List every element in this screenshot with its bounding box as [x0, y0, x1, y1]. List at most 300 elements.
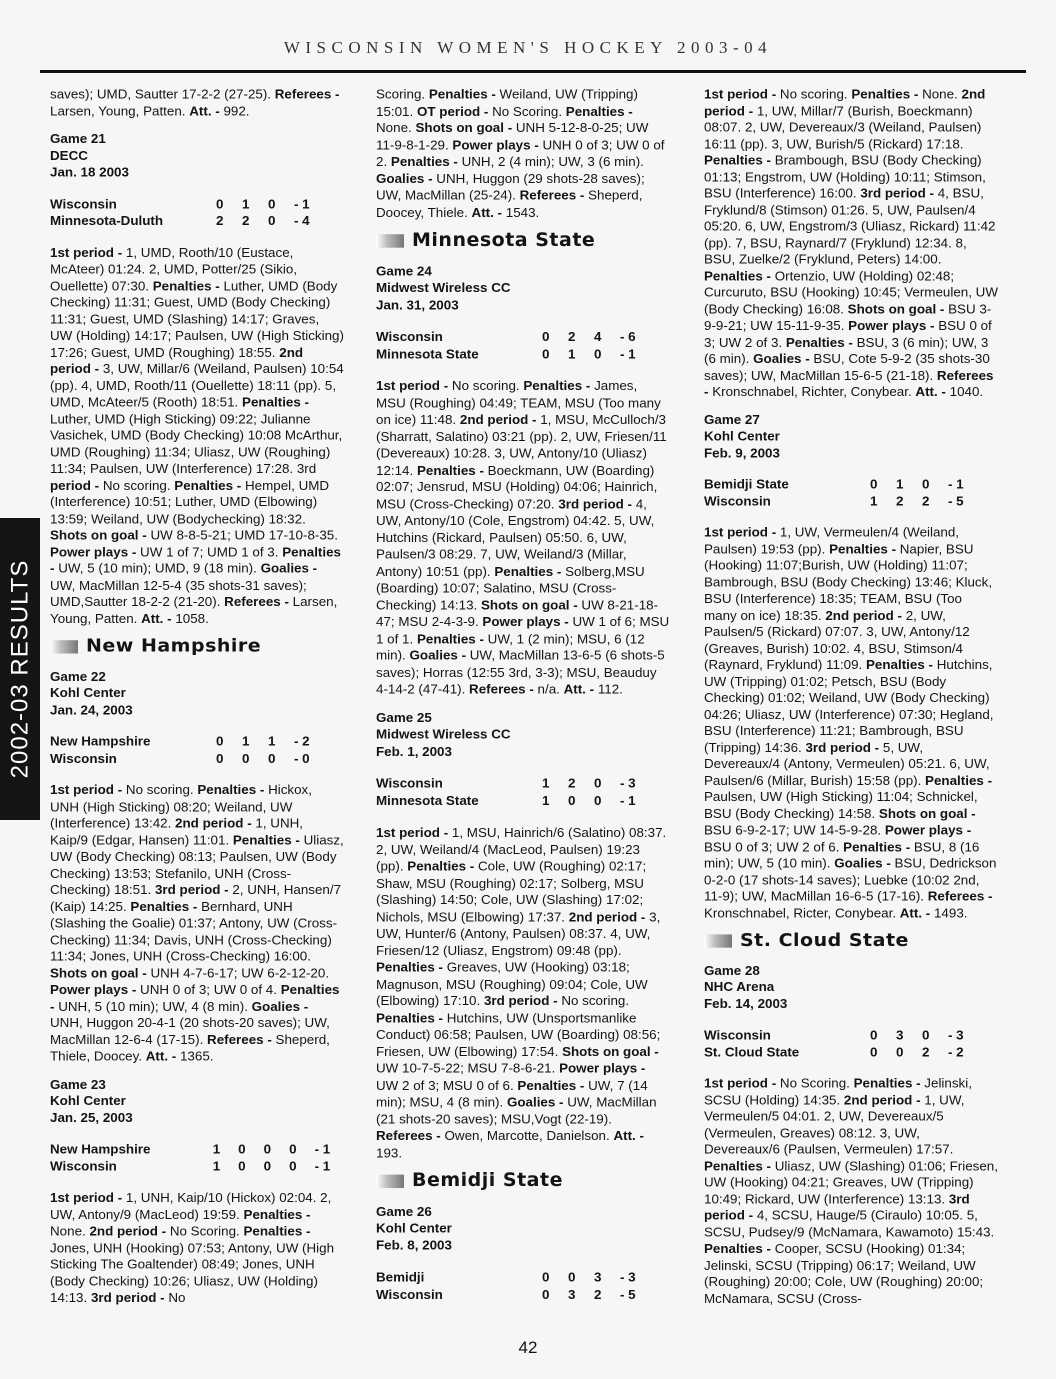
summary-text: UW 1 of 6; MSU 1 of 1.	[376, 614, 670, 646]
team-name: Wisconsin	[704, 493, 771, 508]
page-header: WISCONSIN WOMEN'S HOCKEY 2003-04	[283, 38, 773, 57]
score-row	[376, 1269, 670, 1286]
score-table	[704, 1027, 998, 1060]
summary-text: Kronschnabel, Ricter, Conybear.	[704, 905, 900, 920]
period-goals: 1	[212, 1158, 221, 1174]
summary-label: Referees -	[224, 594, 293, 609]
summary-label: Att. -	[899, 905, 934, 920]
period-goals: 3	[896, 1027, 904, 1043]
game-info	[376, 709, 670, 760]
team-name: Minnesota-Duluth	[50, 213, 164, 228]
summary-text: BSU, 3 (6 min); UW, 3 (6 min).	[704, 334, 989, 366]
game-venue: Kohl Center	[704, 428, 780, 444]
summary-label: Att. -	[613, 1128, 644, 1143]
score-row	[376, 329, 670, 346]
summary-text: No scoring.	[451, 378, 524, 394]
summary-text: Uliasz, UW (Body Checking) 08:13; Paulsen, UW (Body Checking) 13:53; Stefanilo, UNH (Cross-Checking) 18:51.	[50, 832, 344, 897]
summary-text: Luther, UMD (High Sticking) 09:22; Julianne Vasichek, UMD (Body Checking) 10:08 McArthur, UMD (Roughing) 11:34; Uliasz, UW (Roughing) 11:34; Paulsen, UW (Interference) 17:28. 3rd	[50, 411, 343, 476]
summary-text: Hempel, UMD (Interference) 10:51; Luther, UMD (Elbowing) 13:59; Weiland, UW (Bodychecking) 18:32.	[50, 478, 330, 526]
summary-label: Goalies -	[376, 171, 437, 186]
summary-label: Goalies -	[251, 999, 309, 1014]
summary-text: UNH, 5 (10 min); UW, 4 (8 min).	[58, 999, 252, 1014]
summary-label: 3rd period -	[483, 993, 562, 1009]
summary-text: Hutchins, UW (Tripping) 01:02; Petsch, BSU (Body Checking) 01:02; Weiland, UW (Body Checking) 04:26; Uliasz, UW (Interference) 07:30; Hegland, BSU (Interference) 11:21; Bambrough, BSU (Tripping) 14:36.	[704, 657, 994, 755]
final-score: - 4	[294, 213, 310, 228]
period-goals: 1	[870, 493, 878, 508]
summary-text: No scoring.	[561, 993, 630, 1009]
summary-text: BSU, Dedrickson 0-2-0 (17 shots-14 saves); Luebke (10:02 2nd, 11-9); UW, MacMillan 16-6-5 (17-16).	[704, 856, 997, 904]
summary-text: 5, UW, Devereaux/4 (Antony, Vermeulen) 05:21. 6, UW, Paulsen/6 (Millar, Burish) 15:58 (pp).	[704, 740, 990, 788]
period-goals: 1	[896, 477, 904, 492]
period-goals: 1	[242, 734, 250, 749]
period-goals: 4	[594, 329, 602, 344]
score-table	[376, 329, 670, 363]
period-goals: 2	[896, 493, 904, 508]
game-date: Jan. 24, 2003	[50, 702, 133, 717]
summary-text: 1, UNH, Kaip/9 (Edgar, Hansen) 11:01.	[50, 816, 304, 847]
period-goals: 0	[896, 1044, 904, 1059]
header-rule	[40, 70, 1026, 73]
game-summary	[50, 1190, 344, 1306]
summary-text: UW 1 of 7; UMD 1 of 3.	[140, 544, 283, 559]
period-goals: 0	[289, 1158, 297, 1174]
game-venue: DECC	[50, 148, 88, 163]
summary-label: Penalties -	[174, 478, 245, 493]
summary-label: 3rd period -	[860, 186, 938, 201]
period-goals: 1	[268, 734, 276, 749]
summary-label: 3rd period -	[90, 1290, 169, 1305]
final-score: - 6	[620, 329, 636, 344]
period-goals: 0	[216, 196, 224, 212]
summary-text: Sheperd, Doocey, Thiele.	[376, 188, 643, 220]
game-summary	[704, 86, 998, 400]
score-row	[376, 1286, 670, 1303]
period-goals: 2	[922, 493, 930, 508]
summary-label: Referees -	[207, 1032, 276, 1047]
period-goals: 0	[242, 750, 250, 766]
final-score: - 1	[314, 1142, 331, 1157]
period-goals: 0	[263, 1142, 272, 1157]
summary-label: Penalties -	[416, 462, 488, 478]
final-score: - 0	[294, 750, 310, 766]
period-goals: 0	[594, 792, 602, 808]
summary-text: No	[168, 1290, 186, 1305]
period-goals: 3	[594, 1269, 602, 1285]
summary-label: Penalties -	[704, 268, 775, 283]
summary-text: None.	[376, 120, 416, 136]
summary-label: Penalties -	[416, 631, 488, 646]
summary-label: 2nd period -	[843, 1092, 925, 1107]
period-goals: 0	[542, 1286, 550, 1302]
summary-text: UW 2 of 3; MSU 0 of 6.	[376, 1077, 518, 1093]
game-date: Jan. 25, 2003	[50, 1110, 133, 1125]
heading-bar-icon	[376, 234, 404, 247]
summary-label: 2nd period -	[89, 1223, 170, 1239]
period-goals: 0	[238, 1142, 246, 1157]
summary-label: Referees -	[519, 188, 589, 203]
summary-label: Penalties -	[242, 394, 309, 410]
final-score: - 3	[620, 1269, 636, 1285]
final-score: - 2	[294, 734, 310, 749]
summary-text: 4, BSU, Fryklund/8 (Stimson) 01:26. 5, UW, Paulsen/4 05:20. 6, UW, Engstrom/3 (Uliasz, Rickard) 11:42 (pp). 7, BSU, Raynard/7 (Fryklund) 12:34. 8, BSU, Zuelke/2 (Fryklund, Peters) 14:00.	[704, 186, 996, 267]
opponent-name: St. Cloud State	[740, 929, 909, 951]
summary-label: Penalties -	[704, 1241, 775, 1256]
game-number: Game 22	[50, 669, 106, 684]
game-info	[50, 668, 344, 718]
team-name: Wisconsin	[376, 776, 443, 791]
summary-label: 1st period -	[704, 86, 780, 102]
summary-text: UW, 1 (2 min); MSU, 6 (12 min).	[376, 631, 645, 663]
column-1	[50, 86, 344, 1318]
summary-label: Goalies -	[753, 351, 814, 366]
score-row	[50, 196, 344, 213]
summary-label: 2nd period -	[459, 412, 541, 427]
period-goals: 1	[542, 776, 550, 791]
summary-text: 1543.	[505, 204, 540, 220]
score-row	[50, 750, 344, 767]
game-venue: Kohl Center	[376, 1220, 452, 1236]
period-goals: 0	[870, 1044, 878, 1059]
summary-text: 1, MSU, McCulloch/3 (Sharratt, Salatino) 03:21 (pp). 2, UW, Friesen/11 (Devereaux) 10:28. 3, UW, Antony/10 (Uliasz) 12:14.	[376, 412, 667, 478]
summary-label: Shots on goal -	[50, 528, 151, 543]
summary-text: Sheperd, Thiele, Doocey.	[50, 1032, 330, 1064]
summary-text: Brambough, BSU (Body Checking) 01:13; Engstrom, UW (Holding) 10:11; Stimson, BSU (Interference) 16:00.	[704, 153, 986, 201]
period-goals: 0	[542, 1269, 550, 1285]
summary-text: BSU 0 of 3; UW 2 of 6.	[704, 839, 844, 854]
summary-label: Penalties -	[843, 839, 914, 854]
summary-text: UW, MacMillan 12-5-4 (35 shots-31 saves); UMD,Sautter 18-2-2 (21-20).	[50, 577, 307, 609]
summary-label: Shots on goal -	[480, 597, 582, 613]
summary-text: Cole, UW (Roughing) 02:17; Shaw, MSU (Roughing) 02:17; Solberg, MSU (Slashing) 14:50; Cole, UW (Slashing) 17:02; Nichols, MSU (Elbowing) 17:37.	[376, 858, 647, 924]
score-row	[376, 792, 670, 809]
summary-text: Luther, UMD (Body Checking) 11:31; Guest, UMD (Body Checking) 11:31; Guest, UMD (Slashing) 14:17; Graves, UW (Holding) 14:17; Paulsen, UW (High Sticking) 17:26; Guest, UMD (Roughing) 18:55.	[50, 278, 344, 360]
final-score: - 2	[948, 1044, 964, 1059]
summary-text: saves); UMD, Sautter 17-2-2 (27-25).	[50, 86, 275, 102]
summary-label: Referees -	[469, 681, 538, 697]
summary-text: UW, 5 (10 min); UMD, 9 (18 min).	[58, 561, 261, 576]
summary-label: Penalties -	[785, 334, 857, 350]
summary-text: No Scoring.	[492, 103, 566, 119]
summary-text: UW 8-8-5-21; UMD 17-10-8-35.	[150, 528, 338, 543]
summary-text: Ortenzio, UW (Holding) 02:48; Curcuruto, BSU (Hooking) 10:45; Vermeulen, UW (Body Checking) 16:08.	[704, 268, 998, 317]
summary-text: None.	[50, 1223, 90, 1239]
period-goals: 0	[542, 346, 550, 361]
summary-label: 1st period -	[376, 825, 452, 840]
summary-label: Referees -	[704, 368, 994, 399]
period-goals: 1	[212, 1142, 221, 1157]
game-venue: Kohl Center	[50, 685, 126, 701]
game-number: Game 23	[50, 1077, 106, 1092]
summary-text: 3, UW, Hunter/6 (Antony, Paulsen) 08:37. 4, UW, Friesen/12 (Uliasz, Engstrom) 09:48 (pp).	[376, 909, 661, 958]
summary-text: 1365.	[179, 1048, 214, 1064]
period-goals: 0	[268, 196, 276, 212]
summary-label: 3rd period -	[154, 882, 233, 897]
period-goals: 0	[922, 1027, 930, 1043]
summary-label: Referees -	[274, 86, 340, 102]
opponent-name: New Hampshire	[86, 635, 262, 657]
summary-text: UW, MacMillan 13-6-5 (6 shots-5 saves); Horras (12:55 3rd, 3-3); MSU, Beauduy 4-14-2 (47-41).	[376, 648, 665, 697]
side-tab	[0, 518, 40, 820]
summary-text: BSU 6-9-2-17; UW 14-5-9-28.	[704, 822, 885, 838]
summary-text: BSU 0 of 3; UW 2 of 3.	[704, 318, 992, 350]
summary-label: Goalies -	[409, 648, 470, 663]
score-table	[50, 196, 344, 229]
opponent-name: Minnesota State	[412, 229, 596, 251]
summary-label: Penalties -	[243, 1207, 311, 1222]
period-goals: 0	[542, 329, 550, 344]
summary-label: Penalties -	[866, 657, 937, 672]
summary-text: 2, UNH, Hansen/7 (Kaip) 14:25.	[50, 882, 342, 914]
game-number: Game 27	[704, 412, 760, 427]
team-name: Bemidji State	[704, 477, 789, 492]
summary-text: Bernhard, UNH (Slashing the Goalie) 01:37; Antony, UW (Cross-Checking) 11:34; Davis, UNH (Cross-Checking) 11:34; Jones, UNH (Cross-Checking) 16:00.	[50, 899, 338, 964]
summary-text: UNH 5-12-8-0-25; UW 11-9-8-1-29.	[376, 120, 649, 152]
summary-text: UNH 0 of 3; UW 0 of 4.	[140, 982, 281, 997]
score-row	[704, 476, 998, 493]
summary-text: 2, UW, Paulsen/5 (Rickard) 07:07. 3, UW, Antony/12 (Greaves, Burish) 10:02. 4, BSU, Stimson/4 (Raynard, Fryklund) 11:09.	[704, 607, 970, 672]
game-number: Game 28	[704, 963, 760, 978]
summary-label: Penalties -	[130, 899, 202, 914]
team-name: Wisconsin	[376, 329, 443, 344]
opponent-heading	[50, 635, 344, 657]
opponent-heading	[704, 929, 998, 951]
summary-label: Goalies -	[506, 1094, 568, 1110]
summary-label: Power plays -	[482, 614, 573, 629]
game-date: Feb. 1, 2003	[376, 743, 452, 759]
opponent-heading	[376, 1169, 670, 1191]
summary-label: Penalties -	[851, 86, 923, 102]
summary-text: Larsen, Young, Patten.	[50, 594, 338, 626]
summary-label: Goalies -	[260, 561, 318, 576]
game-summary	[704, 1075, 998, 1306]
game-number: Game 24	[376, 263, 432, 279]
period-goals: 0	[263, 1158, 272, 1174]
summary-text: 1, UW, Vermeulen/4 (Weiland, Paulsen) 19:53 (pp).	[704, 525, 960, 557]
column-3	[704, 86, 998, 1318]
summary-label: Power plays -	[884, 822, 972, 838]
heading-bar-icon	[50, 640, 78, 653]
team-name: Bemidji	[376, 1269, 425, 1285]
column-2	[376, 86, 670, 1318]
summary-text: UW, MacMillan (21 shots-20 saves); MSU,Vogt (22-19).	[376, 1094, 657, 1126]
opponent-name: Bemidji State	[412, 1169, 563, 1191]
period-goals: 2	[568, 776, 576, 791]
score-row	[376, 775, 670, 792]
summary-text: Paulsen, UW (High Sticking) 11:04; Schnickel, BSU (Body Checking) 14:58.	[704, 789, 978, 821]
period-goals: 2	[922, 1044, 930, 1059]
summary-text: UW, 7 (14 min); MSU, 4 (8 min).	[376, 1077, 648, 1110]
team-name: Wisconsin	[376, 1286, 443, 1302]
period-goals: 0	[922, 477, 930, 492]
period-goals: 3	[568, 1286, 576, 1302]
score-row	[704, 493, 998, 510]
summary-text: James, MSU (Roughing) 04:49; TEAM, MSU (Too many on ice) 11:48.	[376, 378, 661, 427]
summary-label: Att. -	[145, 1048, 180, 1064]
summary-label: Penalties -	[376, 1010, 447, 1025]
summary-text: UNH, Huggon 20-4-1 (20 shots-20 saves); UW, MacMillan 12-6-4 (17-15).	[50, 1015, 330, 1047]
period-goals: 0	[268, 213, 276, 228]
summary-label: Shots on goal -	[878, 806, 976, 821]
team-name: New Hampshire	[50, 734, 151, 749]
summary-label: Penalties -	[197, 782, 269, 798]
team-name: Wisconsin	[704, 1027, 771, 1043]
summary-label: Penalties -	[704, 153, 775, 168]
summary-label: 2nd period -	[568, 909, 650, 924]
summary-text: Uliasz, UW (Slashing) 01:06; Friesen, UW (Hooking) 04:21; Greaves, UW (Tripping) 10:49; Rickard, UW (Interference) 13:13.	[704, 1158, 998, 1207]
summary-label: Penalties -	[50, 982, 340, 1014]
summary-label: Att. -	[471, 204, 506, 220]
summary-label: Penalties -	[232, 832, 304, 847]
final-score: - 3	[948, 1027, 964, 1043]
summary-label: Att. -	[915, 384, 950, 399]
game-summary	[376, 86, 670, 221]
opponent-heading	[376, 229, 670, 251]
summary-label: Penalties -	[494, 563, 566, 579]
summary-text: UW 8-21-18-47; MSU 2-4-3-9.	[376, 597, 659, 629]
summary-text: None.	[922, 86, 962, 102]
game-venue: Midwest Wireless CC	[376, 280, 511, 295]
summary-text: 1, UW, Millar/7 (Burish, Boeckmann) 08:07. 2, UW, Devereaux/3 (Weiland, Paulsen) 16:11 (pp). 3, UW, Burish/5 (Rickard) 17:18.	[704, 103, 982, 151]
summary-text: Kronschnabel, Richter, Conybear.	[712, 384, 916, 399]
period-goals: 1	[242, 196, 250, 212]
summary-label: Penalties -	[243, 1223, 311, 1239]
summary-text: Larsen, Young, Patten.	[50, 103, 190, 118]
summary-label: Penalties -	[853, 1076, 925, 1091]
summary-text: UW 10-7-5-22; MSU 7-8-6-21.	[376, 1061, 560, 1076]
game-venue: Kohl Center	[50, 1093, 126, 1108]
summary-label: 1st period -	[704, 1076, 780, 1091]
game-date: Feb. 8, 2003	[376, 1237, 452, 1253]
game-venue: Midwest Wireless CC	[376, 727, 511, 742]
summary-label: Power plays -	[452, 137, 543, 152]
team-name: St. Cloud State	[704, 1044, 800, 1059]
game-date: Feb. 14, 2003	[704, 996, 788, 1011]
score-row	[704, 1044, 998, 1061]
summary-text: No scoring.	[125, 782, 198, 798]
team-name: Wisconsin	[50, 196, 117, 212]
game-number: Game 25	[376, 710, 432, 725]
summary-text: n/a.	[537, 681, 564, 697]
summary-text: 1, UMD, Rooth/10 (Eustace, McAteer) 01:24. 2, UMD, Potter/25 (Sikio, Ouellette) 07:30.	[50, 245, 298, 293]
score-row	[50, 1141, 344, 1158]
summary-text: BSU, 8 (16 min); UW, 5 (10 min).	[704, 839, 980, 871]
summary-label: 3rd period -	[704, 1191, 970, 1223]
summary-text: Boeckmann, UW (Boarding) 02:07; Jensrud, MSU (Holding) 04:06; Hainrich, MSU (Cross-Checking) 07:20.	[376, 462, 658, 511]
period-goals: 0	[216, 750, 224, 766]
summary-label: Power plays -	[50, 982, 141, 997]
score-row	[704, 1027, 998, 1044]
summary-label: Shots on goal -	[50, 965, 151, 981]
summary-label: 1st period -	[50, 1190, 126, 1205]
score-row	[376, 345, 670, 362]
summary-text: UNH, 2 (4 min); UW, 3 (6 min).	[461, 154, 644, 169]
summary-label: 1st period -	[50, 782, 126, 798]
game-summary	[50, 86, 344, 119]
summary-text: Hickox, UNH (High Sticking) 08:20; Weiland, UW (Interference) 13:42.	[50, 782, 312, 831]
game-date: Feb. 9, 2003	[704, 445, 780, 460]
final-score: - 1	[314, 1158, 331, 1174]
team-name: New Hampshire	[50, 1142, 151, 1157]
side-tab-label: 2002-03 RESULTS	[6, 559, 34, 779]
summary-text: No scoring.	[102, 478, 175, 493]
summary-text: 1, UW, Vermeulen/5 04:01. 2, UW, Devereaux/5 (Vermeulen, Greaves) 08:12. 3, UW, Devereaux/6 (Paulsen, Vermeulen) 17:57.	[704, 1092, 965, 1157]
score-table	[376, 775, 670, 809]
game-summary	[50, 244, 344, 627]
score-row	[50, 1158, 344, 1175]
game-info	[376, 263, 670, 314]
summary-text: 112.	[597, 681, 623, 697]
game-number: Game 21	[50, 131, 106, 146]
summary-label: 1st period -	[50, 245, 126, 260]
summary-label: Penalties -	[152, 278, 224, 293]
game-info	[50, 1076, 344, 1126]
team-name: Wisconsin	[50, 750, 117, 766]
summary-label: OT period -	[416, 103, 493, 119]
summary-label: Shots on goal -	[562, 1044, 659, 1059]
period-goals: 0	[870, 477, 878, 492]
game-info	[376, 1203, 670, 1254]
summary-label: 3rd period -	[805, 740, 883, 755]
summary-text: BSU 3-9-9-21; UW 15-11-9-35.	[704, 301, 992, 333]
game-summary	[376, 378, 670, 698]
score-table	[50, 1141, 344, 1174]
game-venue: NHC Arena	[704, 979, 775, 994]
summary-text: 1040.	[949, 384, 984, 399]
summary-text: 1, MSU, Hainrich/6 (Salatino) 08:37. 2, UW, Weiland/4 (MacLeod, Paulsen) 19:23 (pp).	[376, 825, 667, 874]
summary-text: BSU, Cote 5-9-2 (35 shots-30 saves); UW, MacMillan 15-6-5 (21-18).	[704, 351, 990, 383]
score-table	[376, 1269, 670, 1303]
game-info	[704, 411, 998, 461]
summary-text: 1493.	[933, 905, 968, 920]
final-score: - 5	[620, 1286, 636, 1302]
summary-label: 1st period -	[704, 525, 780, 540]
summary-label: Penalties -	[704, 1158, 775, 1173]
summary-label: 2nd period -	[704, 86, 986, 118]
summary-label: Penalties -	[376, 959, 447, 975]
period-goals: 0	[216, 734, 224, 749]
summary-label: Att. -	[563, 681, 598, 697]
summary-label: Goalies -	[834, 856, 895, 871]
summary-text: 1, UNH, Kaip/10 (Hickox) 02:04. 2, UW, Antony/9 (MacLeod) 19:59.	[50, 1190, 332, 1222]
game-summary	[50, 782, 344, 1065]
summary-label: 1st period -	[376, 378, 452, 394]
summary-label: Shots on goal -	[847, 301, 949, 317]
game-date: Jan. 31, 2003	[376, 297, 459, 312]
score-row	[50, 212, 344, 229]
summary-text: No Scoring.	[779, 1076, 854, 1091]
game-info	[50, 131, 344, 181]
team-name: Minnesota State	[376, 346, 479, 361]
summary-text: Greaves, UW (Hooking) 03:18; Magnuson, MSU (Roughing) 09:04; Cole, UW (Elbowing) 17:10.	[376, 959, 648, 1009]
team-name: Minnesota State	[376, 792, 479, 808]
summary-label: Power plays -	[848, 318, 939, 333]
final-score: - 5	[948, 493, 964, 508]
page-number: 42	[518, 1338, 538, 1357]
period-goals: 0	[594, 346, 602, 361]
summary-label: Penalties -	[925, 773, 993, 788]
period-goals: 1	[542, 792, 550, 808]
final-score: - 1	[948, 477, 964, 492]
summary-label: Referees -	[376, 1128, 445, 1143]
score-table	[704, 476, 998, 509]
summary-text: 1058.	[175, 611, 209, 626]
summary-text: No scoring.	[779, 86, 852, 102]
summary-text: 992.	[223, 103, 250, 118]
summary-label: Penalties -	[407, 858, 478, 874]
summary-text: 4, UW, Antony/10 (Cole, Engstrom) 04:42. 5, UW, Hutchins (Rickard, Paulsen) 05:50. 6, UW, Paulsen/3 08:29. 7, UW, Weiland/3 (Millar, Antony) 10:51 (pp).	[376, 496, 655, 579]
period-goals: 2	[568, 329, 576, 344]
game-date: Jan. 18 2003	[50, 164, 129, 180]
